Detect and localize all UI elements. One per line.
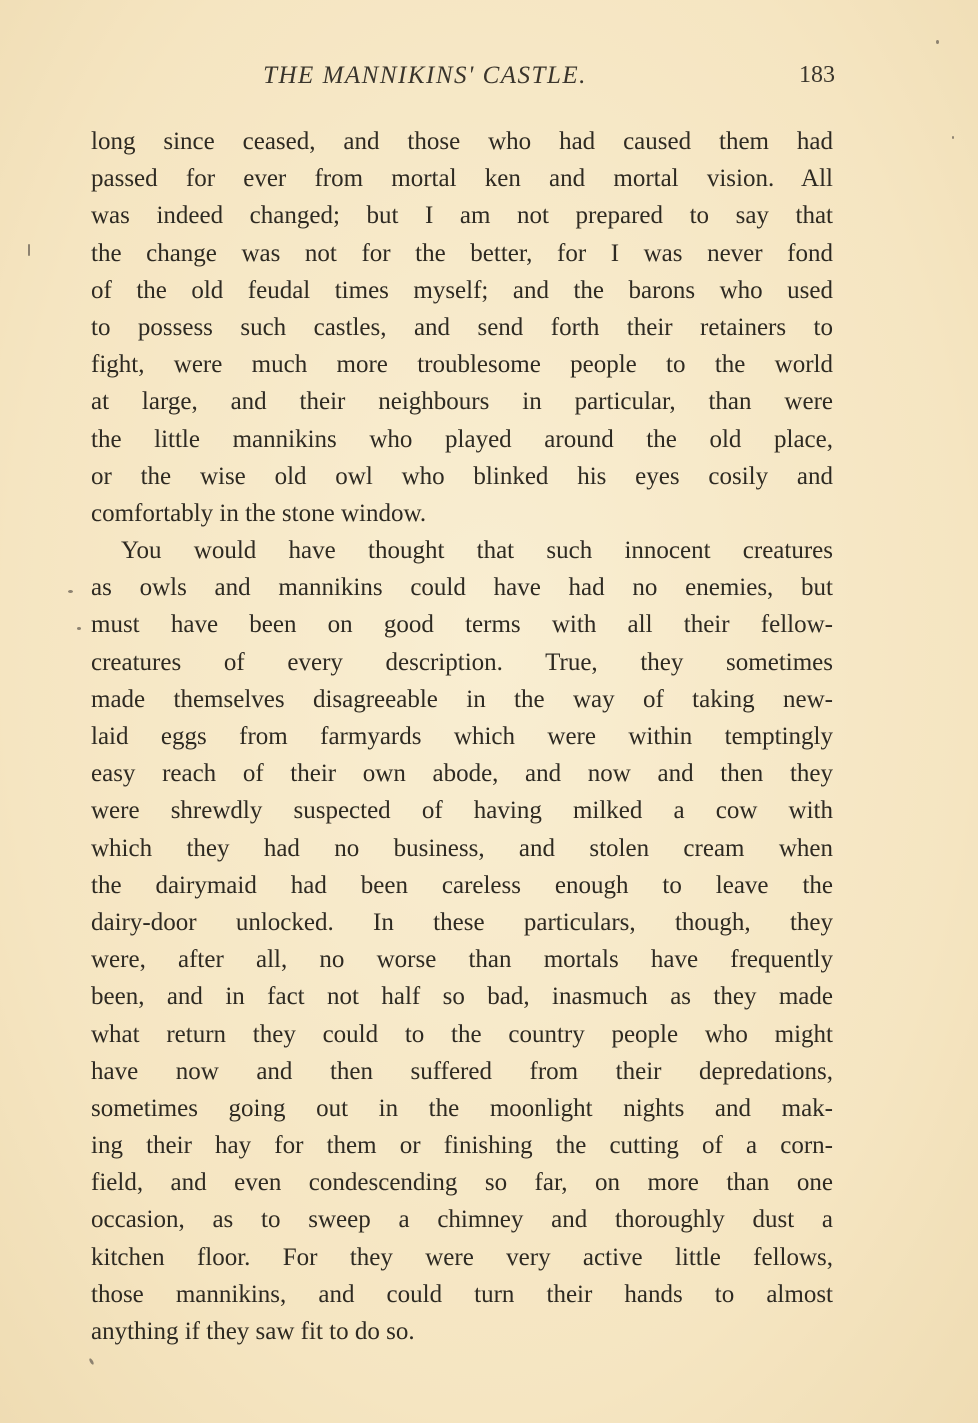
margin-speck (28, 244, 30, 256)
text-line: was indeed changed; but I am not prepared to say that (91, 202, 833, 230)
text-line: at large, and their neighbours in particular, than were (91, 388, 833, 416)
text-line: ing their hay for them or finishing the cutting of a corn- (91, 1132, 833, 1160)
text-line: passed for ever from mortal ken and mortal vision. All (91, 165, 833, 193)
text-line: dairy-door unlocked. In these particulars, though, they (91, 908, 833, 936)
paragraph-1 (91, 123, 833, 532)
text-line: sometimes going out in the moonlight nights and mak- (91, 1094, 833, 1122)
running-head (90, 62, 835, 98)
text-line: as owls and mannikins could have had no enemies, but (91, 574, 833, 602)
text-line: comfortably in the stone window. (91, 499, 427, 527)
text-line: anything if they saw fit to do so. (91, 1318, 415, 1345)
page-number: 183 (799, 62, 835, 88)
text-line: which they had no business, and stolen cream when (91, 834, 833, 862)
chapter-title: THE MANNIKINS' CASTLE. (263, 62, 587, 89)
margin-speck (952, 136, 954, 139)
text-line: what return they could to the country people who might (91, 1020, 833, 1048)
margin-speck (88, 1358, 94, 1366)
text-line: made themselves disagreeable in the way of taking new- (91, 685, 833, 713)
body-text (91, 123, 833, 1350)
text-line: long since ceased, and those who had caused them had (91, 128, 833, 155)
paragraph-2 (91, 532, 833, 1350)
text-line: the little mannikins who played around the old place, (91, 425, 833, 453)
text-line: of the old feudal times myself; and the barons who used (91, 276, 833, 304)
text-line: easy reach of their own abode, and now and then they (91, 760, 833, 788)
text-line: were shrewdly suspected of having milked a cow with (91, 797, 833, 825)
text-line: laid eggs from farmyards which were within temptingly (91, 723, 833, 750)
text-line: those mannikins, and could turn their hands to almost (91, 1280, 833, 1308)
text-line: creatures of every description. True, they sometimes (91, 648, 833, 676)
text-line: kitchen floor. For they were very active little fellows, (91, 1243, 833, 1271)
text-line: or the wise old owl who blinked his eyes cosily and (91, 462, 833, 490)
margin-speck (936, 40, 939, 44)
text-line: You would have thought that such innocent creatures (121, 537, 833, 565)
text-line: the dairymaid had been careless enough to leave the (91, 871, 833, 899)
text-line: must have been on good terms with all their fellow- (91, 611, 833, 639)
text-line: the change was not for the better, for I was never fond (91, 239, 833, 267)
margin-speck (77, 627, 81, 630)
text-line: were, after all, no worse than mortals have frequently (91, 946, 833, 974)
margin-speck (68, 590, 73, 593)
text-line: field, and even condescending so far, on more than one (91, 1169, 833, 1197)
text-line: fight, were much more troublesome people to the world (91, 351, 833, 379)
text-line: occasion, as to sweep a chimney and thoroughly dust a (91, 1206, 833, 1234)
text-line: have now and then suffered from their depredations, (91, 1057, 833, 1085)
text-line: been, and in fact not half so bad, inasmuch as they made (91, 983, 833, 1011)
text-line: to possess such castles, and send forth their retainers to (91, 313, 833, 341)
